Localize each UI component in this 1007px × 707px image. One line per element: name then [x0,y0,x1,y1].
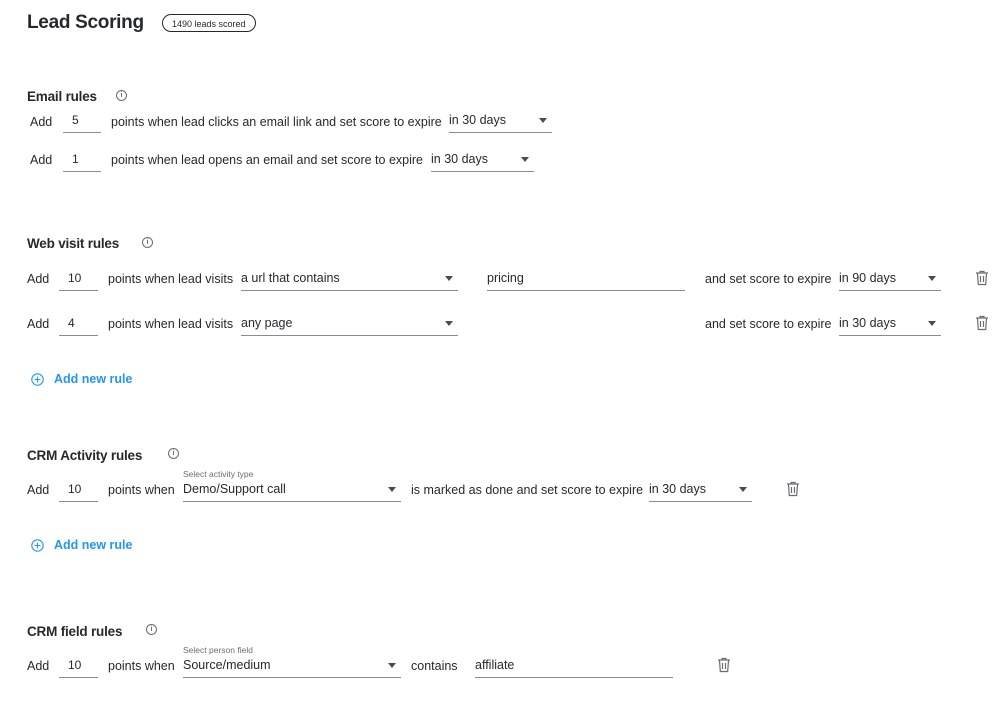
person-field-value: Source/medium [183,658,271,672]
expire-select[interactable] [839,314,941,336]
plus-circle-icon [31,539,44,552]
add-label: Add [30,115,53,129]
trash-icon[interactable] [975,270,989,286]
page-title: Lead Scoring [27,12,144,33]
points-input[interactable]: 10 [59,269,98,291]
select-activity-type-label: Select activity type [183,469,254,479]
web-visit-rules-title: Web visit rules [27,236,120,251]
points-input[interactable]: 1 [63,150,101,172]
add-new-rule-label: Add new rule [54,538,133,552]
add-label: Add [27,317,50,331]
select-person-field-label: Select person field [183,645,253,655]
info-icon[interactable]: i [116,90,127,101]
expire-select-value: in 30 days [449,113,506,127]
info-icon[interactable]: i [142,237,153,248]
expire-select[interactable] [449,111,552,133]
operator-text: contains [411,659,458,673]
expire-select-value: in 30 days [649,482,706,496]
points-input[interactable]: 5 [63,111,101,133]
chevron-down-icon [445,321,453,326]
rule-suffix-text: is marked as done and set score to expire [411,483,644,497]
url-value-input[interactable]: pricing [487,269,685,291]
person-field-select[interactable] [183,656,401,678]
chevron-down-icon [928,321,936,326]
url-condition-value: any page [241,316,293,330]
rule-text: points when lead visits [108,272,234,286]
expire-select-value: in 30 days [839,316,896,330]
expire-select-value: in 30 days [431,152,488,166]
activity-type-select[interactable] [183,480,401,502]
trash-icon[interactable] [786,481,800,497]
add-label: Add [27,272,50,286]
expire-select-value: in 90 days [839,271,896,285]
info-icon[interactable]: i [168,448,179,459]
points-input[interactable]: 10 [59,480,98,502]
rule-text: points when [108,483,175,497]
expire-select[interactable] [431,150,534,172]
url-condition-value: a url that contains [241,271,340,285]
url-condition-select[interactable] [241,314,458,336]
info-icon[interactable]: i [146,624,157,635]
activity-type-value: Demo/Support call [183,482,286,496]
chevron-down-icon [521,157,529,162]
email-rules-title: Email rules [27,89,97,104]
points-input[interactable]: 4 [59,314,98,336]
trash-icon[interactable] [975,315,989,331]
crm-field-rules-title: CRM field rules [27,624,123,639]
rule-text: points when [108,659,175,673]
rule-text: points when lead visits [108,317,234,331]
add-label: Add [27,483,50,497]
url-condition-select[interactable] [241,269,458,291]
leads-scored-badge: 1490 leads scored [162,14,256,32]
expire-select[interactable] [649,480,752,502]
points-input[interactable]: 10 [59,656,98,678]
chevron-down-icon [928,276,936,281]
crm-activity-rules-title: CRM Activity rules [27,448,143,463]
chevron-down-icon [445,276,453,281]
add-new-rule-label: Add new rule [54,372,133,386]
plus-circle-icon [31,373,44,386]
chevron-down-icon [388,487,396,492]
trash-icon[interactable] [717,657,731,673]
chevron-down-icon [539,118,547,123]
field-value-input[interactable]: affiliate [475,656,673,678]
add-label: Add [27,659,50,673]
add-label: Add [30,153,53,167]
chevron-down-icon [739,487,747,492]
rule-text: points when lead clicks an email link and set score to expire [111,115,442,129]
rule-suffix-text: and set score to expire [705,272,832,286]
rule-text: points when lead opens an email and set score to expire [111,153,423,167]
rule-suffix-text: and set score to expire [705,317,832,331]
expire-select[interactable] [839,269,941,291]
chevron-down-icon [388,663,396,668]
